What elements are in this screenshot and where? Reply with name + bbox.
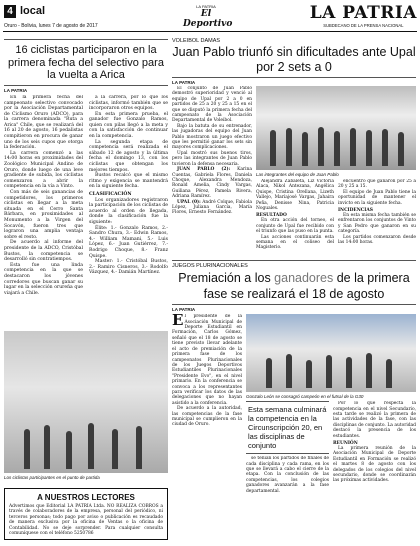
bottom-body-col3 bbox=[333, 401, 416, 541]
person-figure bbox=[136, 426, 142, 469]
bottom-body-col2 bbox=[246, 456, 329, 538]
notice-title: A NUESTROS LECTORES bbox=[37, 492, 135, 502]
subheading: REUNIÓN bbox=[333, 440, 358, 446]
paragraph: La segunda etapa de competencia será realizada el sábado 12 de agosto y la última fecha el domingo 13, con los ciclistas que obtengan los mejores tiempos. bbox=[89, 139, 168, 173]
person-figure bbox=[66, 431, 72, 469]
person-figure bbox=[44, 425, 50, 469]
photo-caption: Las integrantes del equipo de Juan Pablo bbox=[256, 172, 339, 177]
top-story bbox=[172, 38, 416, 254]
person-figure bbox=[386, 359, 392, 388]
masthead bbox=[310, 3, 417, 28]
supplement-logo bbox=[183, 4, 233, 29]
notice-text: Advertimos que Editorial LA PATRIA Ltda. NO REALIZA COBROS a través de colaboradores de la empresa, personal del periódico, ni terceros personas; todo pago por aviso o publicación es recaudado de manera exclusiva por la oficina de Ventas o la oficina de Contabilidad. No se deje sorprender. Para cualquier consulta comuníquese con el teléfono 5250786 bbox=[9, 503, 163, 536]
person-figure bbox=[350, 128, 356, 166]
top-kicker: VOLEIBOL DAMAS bbox=[172, 38, 221, 44]
paragraph: La primera reunión de la Asociación Municipal de Deporte Estudiantil en Formación se realizó el martes 8 de agosto con los delegados de los colegios del nivel secundario, donde se coordinarán las próximas actividades. bbox=[333, 446, 416, 484]
section-rule bbox=[172, 260, 416, 261]
person-figure bbox=[306, 360, 312, 388]
bottom-story bbox=[172, 258, 416, 546]
cyclists-photo bbox=[4, 331, 168, 473]
subheading: CLASIFICACIÓN bbox=[89, 192, 132, 198]
drop-cap: E bbox=[172, 314, 184, 330]
left-body-col1 bbox=[4, 95, 83, 327]
paragraph: se tenían los partidos de finales de cada disciplina y cada rama, en los que se llevará a cabo el cierre de la etapa. Con la conclusión de las competencias, los colegios ganadores avanzarán a la fase departamental. bbox=[246, 456, 329, 494]
roster-text: André Colque, Fabiola López, Juliana García, María Flores, Ernesto Fernández. bbox=[172, 199, 252, 216]
person-figure bbox=[366, 130, 372, 166]
left-tagline: LA PATRIA bbox=[4, 87, 28, 93]
paragraph: Esta fue una linda competencia en la que se destacaron los jóvenes corredores que buscan ganar su lugar en la selección orureña que viajará a Chile. bbox=[4, 262, 83, 296]
headline-part: de la primera fase se realizará el 18 de agosto bbox=[203, 271, 410, 301]
paragraph: El conjunto de Juan Pablo demostró superioridad y venció al equipo de Upal por 2 a 0 en partidos de 25 a 20 y 25 a 15 en el que se disputó la primera fecha del campeonato de la Asociación Departamental de Voleibol. bbox=[172, 86, 252, 124]
roster-label: UPAL (0): bbox=[177, 199, 201, 205]
top-body bbox=[172, 86, 416, 254]
section-name: local bbox=[20, 5, 46, 17]
photo-caption: Gonzalo León se consagró campeón en el futsal de la G30 bbox=[246, 394, 364, 400]
person-figure bbox=[334, 131, 340, 166]
headline-highlight: ganadores bbox=[274, 271, 334, 285]
paragraph-text: l presidente de la Asociación Municipal de Deporte Estudiantil en Formación, Carlos Gómez, señaló que el 18 de agosto se tiene previsto llevar adelante el acto de premiación de la primera fase de los campeonatos Plurinacionales de los Juegos Deportivos Estudiantiles Plurinacionales "Presidente Evo", en el nivel primario. En la conferencia se convoca a los representantes para verificar los datos de las delegaciones que no hayan asistido a la conferencia. bbox=[172, 314, 242, 406]
top-tagline: LA PATRIA bbox=[172, 80, 196, 85]
supplement-top: LA PATRIA bbox=[196, 4, 216, 9]
top-body-col3 bbox=[338, 179, 416, 249]
bottom-kicker: JUEGOS PLURINACIONALES bbox=[172, 263, 248, 269]
paragraph: Por lo que respecta la competencia en el nivel Secundario, esta tarde se realizó la primera de las actividades de la fase, con las disciplinas de conjunto. La autoridad destacó la presencia de los estudiantes. bbox=[333, 401, 416, 439]
paragraph: encuentro que ganaron por 25 a 20 y 25 a 15. bbox=[338, 179, 416, 190]
person-figure bbox=[286, 354, 292, 388]
person-figure bbox=[398, 132, 404, 166]
paragraph: Bustos recalcó que el mismo ritmo y exigencia se mantendrá en la siguiente fecha. bbox=[89, 173, 168, 190]
left-headline: 16 ciclistas participaron en la primera fecha del selectivo para la vuelta a Arica bbox=[8, 44, 164, 82]
person-figure bbox=[346, 357, 352, 388]
person-figure bbox=[286, 128, 292, 166]
paragraph bbox=[172, 167, 252, 199]
paragraph: Upal mostró sus buenos tiros, pero las integrantes de Juan Pablo tuvieron la defensa necesaria. bbox=[172, 150, 252, 167]
headline-part: Premiación a los bbox=[178, 271, 275, 285]
paragraph bbox=[172, 314, 242, 406]
bottom-middle-block bbox=[246, 401, 329, 541]
top-right-block bbox=[256, 86, 416, 254]
header-rule bbox=[3, 31, 417, 32]
paragraph: Los partidos comenzaron desde las 14:00 horas. bbox=[338, 234, 416, 245]
bottom-tagline: LA PATRIA bbox=[172, 307, 196, 313]
top-headline: Juan Pablo triunfó sin dificultades ante Upal por 2 sets a 0 bbox=[172, 45, 416, 74]
paragraph: Alejandra Zabaleta, Liz Victoria Alaca, Nikol Antezana, Angélica Quispe, Cristina Orellana, Lizeth Vallejo, Maríajosé Vargas, Jahaira Peña, Denisse Nina, Patricia Noguales. bbox=[256, 179, 334, 212]
paragraph: De acuerdo a la autoridad, las competencias de la fase municipal se cumplieron en la ciudad de Oruro. bbox=[172, 406, 242, 428]
person-figure bbox=[270, 130, 276, 166]
paragraph: En otra acción del torneo, el conjunto de Upal fue recibido con el triunfo que las puso en la punta. bbox=[256, 218, 334, 235]
paragraph: En esta primera prueba, el ganador fue Gonzalo Ramos, quien con pilas llegó a la meta y con la satisfacción de continuar en la competencia. bbox=[89, 111, 168, 140]
bottom-body-col1 bbox=[172, 314, 242, 542]
bottom-headline bbox=[172, 271, 416, 302]
person-figure bbox=[266, 358, 272, 388]
masthead-title: LA PATRIA bbox=[309, 3, 417, 23]
team-photo bbox=[256, 86, 416, 170]
paragraph: En esta misma fecha también se enfrentaron los conjuntos de Vinto y San Pedro que ganaron en su categoría. bbox=[338, 212, 416, 235]
top-body-col1 bbox=[172, 86, 252, 254]
paragraph: Master: 1.- Cristóbal Bustos, 2.- Ramiro Cisneros, 3.- Rodolfo Vázquez, 4.- Damián Martínez. bbox=[89, 259, 168, 276]
roster-label: JUAN PABLO (2): bbox=[177, 167, 231, 173]
left-body bbox=[4, 95, 168, 327]
headline-rule-top bbox=[4, 39, 168, 40]
supplement-name: El Deportivo bbox=[183, 9, 233, 29]
paragraph: En la primera fecha del campeonato selectivo convocado por la Asociación Departamental de Ciclismo Oruro (ADCO), para la carrera denominada "Ruta a Arica" Chile, que se realizará del 16 al 20 de agosto, 16 pedalistas compitieron en procura de ganar uno de los seis cupos que otorga la federación. bbox=[4, 94, 83, 151]
paragraph: a la carrera, por lo que los ciclistas, informó también que se incorporaron otros equipos. bbox=[89, 94, 168, 112]
photo-caption: Los ciclistas participantes en el punto de partida bbox=[4, 474, 100, 480]
paragraph: La carrera comenzó a las 14:00 horas en proximidades del Zoológico Municipal Andino de Oruro, donde luego de una leve gradiente de subida, los ciclistas comenzaron a abrir la competencia en la vía a Vinto. bbox=[4, 150, 83, 190]
person-figure bbox=[318, 127, 324, 166]
masthead-subtitle: SUBDECANO DE LA PRENSA NACIONAL bbox=[323, 23, 404, 28]
person-figure bbox=[366, 353, 372, 388]
roster-text: Karina Cuentas, Gabriela Flores, Daniela Choque, Alexandra Mendoza, Ronald Amelia, Cindy Vargas, Guiliana Pérez, Pamela Rivera, Adriana Ramírez. bbox=[172, 167, 252, 200]
bottom-right-block bbox=[246, 314, 416, 542]
futsal-photo bbox=[246, 314, 416, 392]
person-figure bbox=[112, 429, 118, 469]
person-figure bbox=[24, 429, 30, 469]
paragraph: De acuerdo al informe del presidente de la ADCO, Cristóbal Bustos, la competencia se desarrolló sin contratiempos. bbox=[4, 240, 83, 263]
bottom-body-lower bbox=[246, 401, 416, 541]
headline-rule bbox=[172, 304, 416, 305]
paragraph: Con más de seis ganancias de competidores, los primeros ciclistas en llegar a la meta situada en el Cerro Santa Bárbara, en proximidades al Monumento a la Virgen del Socavón, fueron tres que lograron una amplia ventaja sobre el resto. bbox=[4, 190, 83, 240]
paragraph: Élite: 1.- Gonzalo Ramos, 2.- Sandro Chura, 3.- Edwin Ramos, 4.- William Mamani, 5.- Luis López, 6.- Juan Gutiérrez, 7.- Rodrigo Choque, 8.- Franz Quispe. bbox=[89, 225, 168, 259]
person-figure bbox=[326, 355, 332, 388]
person-figure bbox=[302, 132, 308, 166]
paragraph: Las acciones continuarán esta semana en el coliseo del Magisterio. bbox=[256, 234, 334, 249]
bottom-body bbox=[172, 314, 416, 542]
pull-quote: Esta semana culminará la competencia en la Circunscripción 20, en las disciplinas de conjunto bbox=[246, 401, 329, 454]
top-body-lower bbox=[256, 179, 416, 249]
left-body-col2 bbox=[89, 95, 168, 327]
paragraph: El equipo de Juan Pablo tiene la oportunidad de mantener el invicto en la siguiente fecha. bbox=[338, 189, 416, 206]
dateline: Oruro - Bolivia, lunes 7 de agosto de 2017 bbox=[4, 23, 98, 29]
paragraph bbox=[172, 200, 252, 216]
headline-rule-bottom bbox=[4, 85, 168, 86]
person-figure bbox=[88, 423, 94, 469]
subheading: RESULTADO bbox=[256, 212, 287, 218]
top-body-col2 bbox=[256, 179, 334, 249]
paragraph: Los organizadores registraron la participación de los ciclistas de acuerdo al orden de llegada, donde la clasificación fue la siguiente: bbox=[89, 197, 168, 225]
page-number: 4 bbox=[4, 5, 16, 18]
left-story bbox=[4, 36, 168, 544]
headline-rule bbox=[172, 77, 416, 78]
page-header bbox=[3, 3, 417, 37]
subheading: INCIDENCIAS bbox=[338, 207, 373, 213]
readers-notice bbox=[4, 488, 168, 540]
paragraph: Bajo la batuta de su entrenador, las jugadoras del equipo del Juan Pablo mostraron un juego efectivo que les permitió ganar los sets sin mayores complicaciones. bbox=[172, 123, 252, 151]
person-figure bbox=[382, 129, 388, 166]
